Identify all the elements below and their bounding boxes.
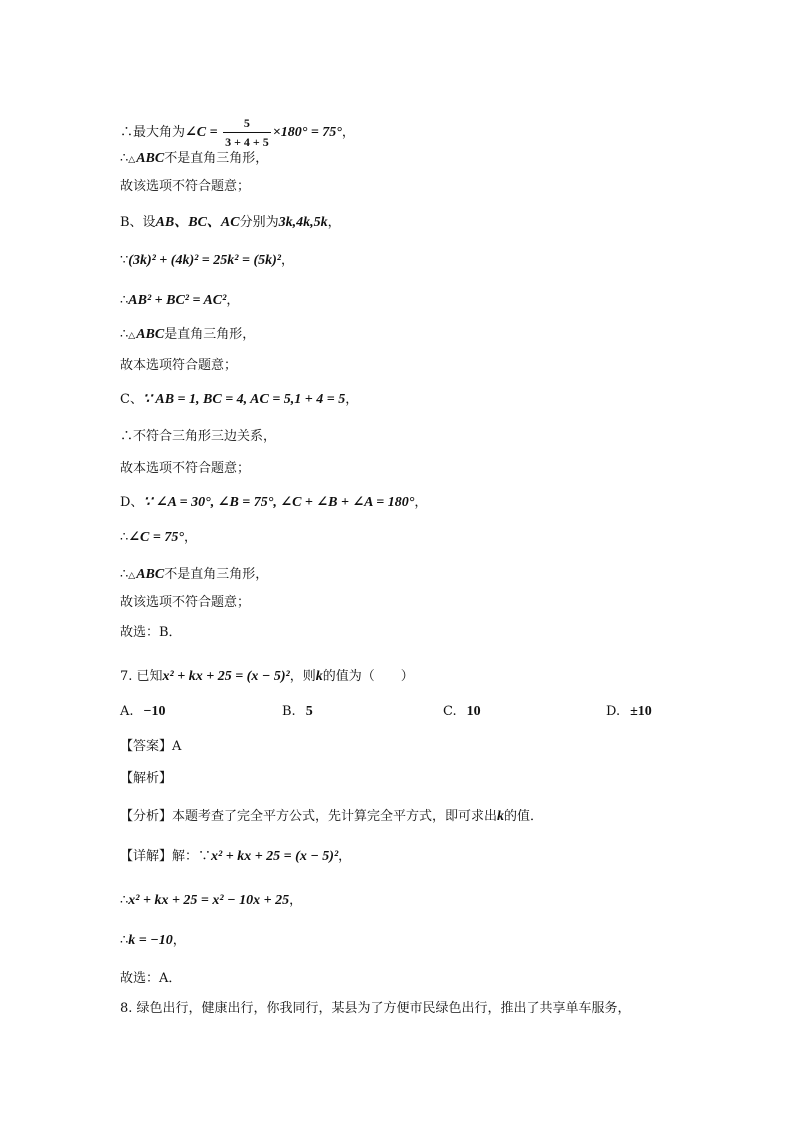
text-line	[120, 932, 186, 950]
fraction	[223, 114, 271, 151]
line-tail: ，	[183, 530, 197, 545]
text-line	[120, 114, 355, 151]
line-text: 故该选项不符合题意；	[120, 179, 251, 194]
text-line	[120, 970, 181, 988]
text-line	[120, 460, 250, 478]
line-text: 故该选项不符合题意；	[120, 595, 251, 610]
triangle-symbol: △	[128, 330, 136, 340]
text-line	[120, 529, 197, 547]
math-expression: x² + kx + 25 = x² − 10x + 25	[128, 893, 290, 908]
text-line	[120, 738, 181, 756]
answer-option	[606, 704, 652, 720]
math-expression: ×180° = 75°	[272, 125, 342, 140]
text-line	[120, 892, 302, 910]
math-expression: k	[497, 809, 505, 824]
line-tail: ，	[341, 125, 355, 140]
text-line	[120, 428, 276, 446]
math-expression: ∵ AB = 1, BC = 4, AC = 5,1 + 4 = 5	[142, 392, 346, 407]
text-line	[120, 594, 250, 612]
text-line	[120, 566, 268, 584]
line-tail: 的值为（ ）	[322, 669, 414, 684]
fraction-denominator: 3 + 4 + 5	[225, 135, 269, 149]
line-text: 8. 绿色出行，健康出行，你我同行，某县为了方便市民绿色出行，推出了共享单车服务，	[120, 1001, 631, 1016]
text-line	[120, 624, 182, 642]
text-line	[120, 150, 268, 168]
text-line	[120, 1000, 631, 1018]
math-expression: x² + kx + 25 = (x − 5)²	[211, 849, 339, 864]
line-text: C、	[120, 392, 143, 407]
math-expression: ABC	[136, 327, 165, 342]
line-tail: ，	[327, 215, 341, 230]
line-text: 是直角三角形，	[164, 327, 256, 342]
answer-option	[120, 704, 166, 720]
math-expression: ∠C = 75°	[128, 530, 184, 545]
option-label: D.	[606, 704, 621, 719]
math-expression: AB² + BC² = AC²	[128, 293, 227, 308]
fraction-numerator: 5	[223, 114, 271, 133]
option-value: ±10	[630, 704, 652, 719]
math-expression: ABC	[136, 151, 165, 166]
line-text: D、	[120, 495, 144, 510]
option-value: 10	[466, 704, 481, 719]
option-label: A.	[120, 704, 134, 719]
text-line	[120, 848, 351, 866]
math-expression: AB、BC、AC	[155, 215, 240, 230]
text-line	[120, 214, 341, 232]
line-text: ∴不符合三角形三边关系，	[120, 429, 277, 444]
logic-symbol: ∴	[120, 567, 129, 582]
line-tail: ，	[280, 253, 294, 268]
line-tail: ，	[289, 893, 303, 908]
answer-option	[443, 704, 481, 720]
line-text: 不是直角三角形，	[164, 151, 269, 166]
logic-symbol: ∴	[120, 327, 129, 342]
text-line	[120, 770, 172, 788]
line-text: B、设	[120, 215, 156, 230]
text-line	[120, 357, 237, 375]
logic-symbol: ∴	[120, 893, 129, 908]
line-tail: ，	[226, 293, 240, 308]
text-line	[120, 292, 239, 310]
line-tail: ，	[414, 495, 428, 510]
line-text: 7. 已知	[120, 669, 163, 684]
line-text: 分别为	[239, 215, 279, 230]
answer-option	[282, 704, 313, 720]
text-line	[120, 326, 255, 344]
line-text: 【解析】	[120, 771, 173, 786]
line-text: 故本选项符合题意；	[120, 358, 238, 373]
logic-symbol: ∴	[120, 933, 129, 948]
math-expression: k = −10	[128, 933, 173, 948]
line-text: 故选：B．	[120, 625, 182, 640]
text-line	[120, 808, 543, 826]
line-text: 故本选项不符合题意；	[120, 461, 251, 476]
line-text: 【分析】本题考查了完全平方公式，先计算完全平方式，即可求出	[120, 809, 498, 824]
line-text: ，则	[289, 669, 316, 684]
line-text: ∴最大角为	[120, 125, 186, 140]
math-expression: ABC	[136, 567, 165, 582]
text-line	[120, 391, 358, 409]
line-tail: ，	[172, 933, 186, 948]
math-expression: (3k)² + (4k)² = 25k² = (5k)²	[128, 253, 281, 268]
logic-symbol: ∵	[120, 253, 129, 268]
line-text: 故选：A．	[120, 971, 182, 986]
line-tail: ，	[338, 849, 352, 864]
text-line	[120, 178, 250, 196]
triangle-symbol: △	[128, 570, 136, 580]
logic-symbol: ∴	[120, 530, 129, 545]
line-text: 【详解】解：	[120, 849, 199, 864]
option-label: B.	[282, 704, 296, 719]
math-expression: 3k,4k,5k	[278, 215, 328, 230]
text-line	[120, 668, 414, 686]
text-line	[120, 252, 294, 270]
option-value: −10	[143, 704, 166, 719]
line-tail: 的值．	[504, 809, 544, 824]
triangle-symbol: △	[128, 154, 136, 164]
math-expression: k	[315, 669, 323, 684]
text-line	[120, 494, 427, 512]
logic-symbol: ∴	[120, 293, 129, 308]
logic-symbol: ∴	[120, 151, 129, 166]
logic-symbol: ∵	[198, 849, 212, 864]
math-expression: ∠C =	[185, 125, 222, 140]
line-tail: ，	[345, 392, 359, 407]
option-label: C.	[443, 704, 457, 719]
line-text: 不是直角三角形，	[164, 567, 269, 582]
math-expression: x² + kx + 25 = (x − 5)²	[162, 669, 290, 684]
line-text: 【答案】A	[120, 739, 182, 754]
option-value: 5	[305, 704, 313, 719]
math-expression: ∵ ∠A = 30°, ∠B = 75°, ∠C + ∠B + ∠A = 180°	[143, 495, 415, 510]
